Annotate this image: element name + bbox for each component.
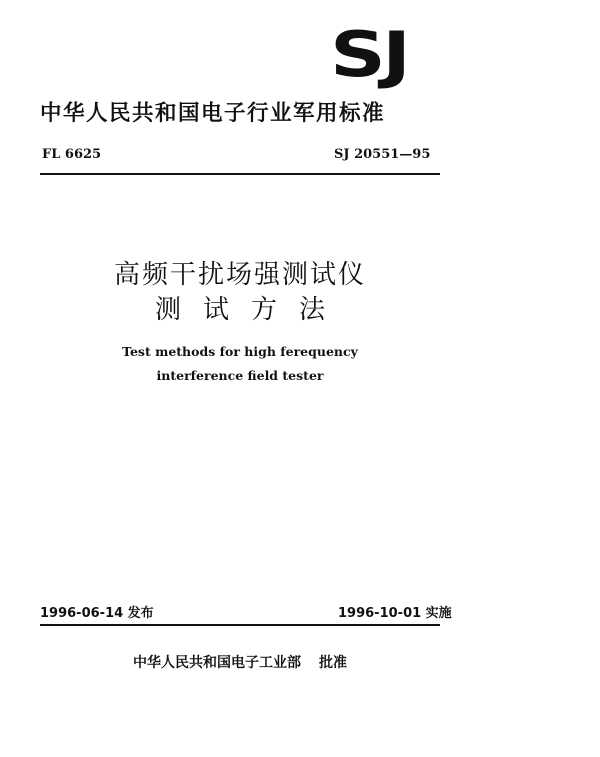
- document-title-cn-line2: 测试方法: [154, 295, 347, 325]
- issuer-line: [0, 652, 480, 672]
- document-title-cn-line1: 高频干扰场强测试仪: [113, 260, 366, 290]
- document-title-en-line2: interference field tester: [156, 368, 324, 383]
- bottom-divider: [40, 624, 440, 626]
- document-title-en-line1: Test methods for high ferequency: [122, 344, 358, 359]
- standard-number: SJ 20551—95: [334, 147, 431, 162]
- standard-title: 中华人民共和国电子行业军用标准: [40, 101, 386, 126]
- effective-date: 1996-10-01 实施: [338, 606, 452, 621]
- classification-code: FL 6625: [42, 147, 102, 162]
- issue-date: 1996-06-14 发布: [40, 606, 154, 621]
- issuer-name: 中华人民共和国电子工业部: [133, 655, 301, 671]
- sj-logo: SJ: [330, 18, 408, 91]
- approval-label: 批准: [319, 655, 347, 671]
- top-divider: [40, 173, 440, 175]
